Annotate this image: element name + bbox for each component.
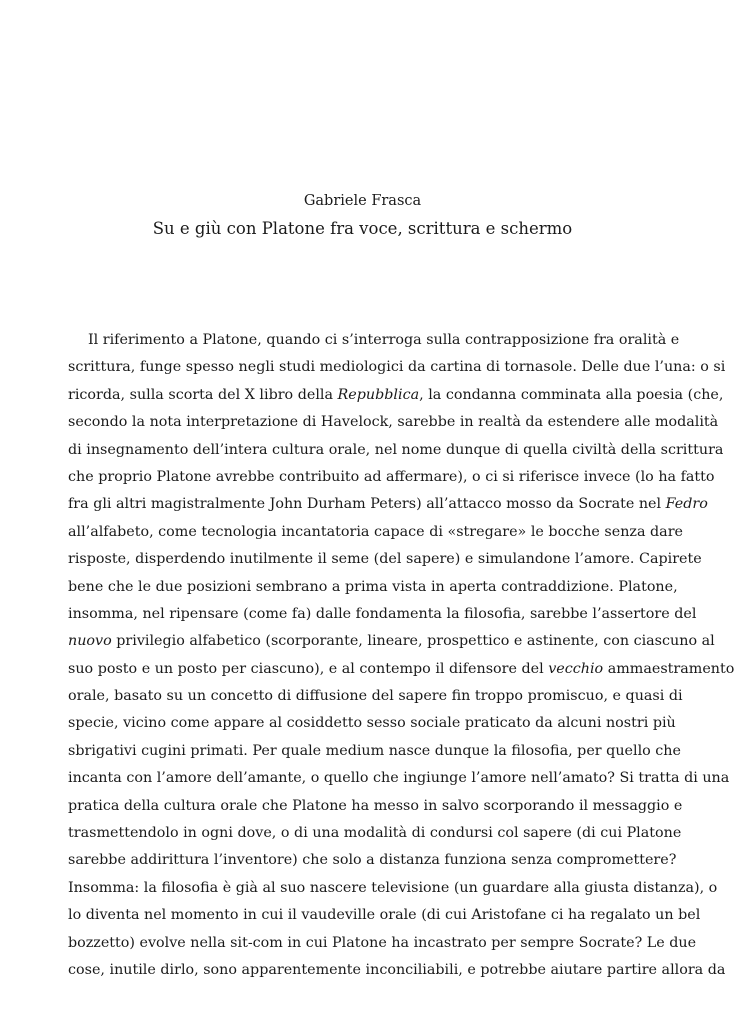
text-run: all’alfabeto, come tecnologia incantatoria capace di «stregare» le bocche senza dare [68, 523, 683, 540]
paragraph-line [68, 957, 726, 984]
paragraph-line [68, 765, 730, 792]
paragraph-line [68, 437, 724, 464]
paragraph-line [68, 683, 683, 710]
text-run: bene che le due posizioni sembrano a prima vista in aperta contraddizione. Platone, [68, 578, 678, 595]
paragraph-line [68, 656, 734, 683]
text-run: trasmettendolo in ogni dove, o di una modalità di condursi col sapere (di cui Platone [68, 825, 682, 842]
text-run: insomma, nel ripensare (come fa) dalle fondamenta la filosofia, sarebbe l’assertore del [68, 605, 697, 622]
paragraph-line [68, 574, 678, 601]
text-run: privilegio alfabetico (scorporante, lineare, prospettico e astinente, con ciascuno al [111, 633, 715, 650]
paragraph-line [68, 491, 708, 518]
text-run: di insegnamento dell’intera cultura orale, nel nome dunque di quella civiltà della scrittura [68, 441, 724, 458]
paragraph-line [68, 628, 715, 655]
text-run: Il riferimento a Platone, quando ci s’interroga sulla contrapposizione fra oralità e [88, 332, 680, 348]
author-name: Gabriele Frasca [303, 193, 422, 209]
text-run: lo diventa nel momento in cui il vaudeville orale (di cui Aristofane ci ha regalato un bel [68, 907, 701, 924]
paragraph-line [68, 793, 683, 820]
paragraph-line [68, 710, 676, 737]
text-run: ammaestramento [603, 660, 734, 677]
italic-text: Repubblica [337, 386, 420, 403]
text-run: incanta con l’amore dell’amante, o quello che ingiunge l’amore nell’amato? Si tratta di una [68, 770, 730, 787]
text-run: Insomma: la filosofia è già al suo nascere televisione (un guardare alla giusta distanza), o [68, 879, 718, 896]
text-run: , la condanna comminata alla poesia (che, [419, 386, 724, 403]
paragraph-line [68, 875, 718, 902]
paragraph-line [68, 820, 682, 847]
paragraph-line [68, 546, 702, 573]
paragraph-line [68, 930, 697, 957]
italic-text: Fedro [665, 496, 708, 513]
text-run: risposte, disperdendo inutilmente il seme (del sapere) e simulandone l’amore. Capirete [68, 551, 702, 568]
text-run: bozzetto) evolve nella sit-com in cui Platone ha incastrato per sempre Socrate? Le due [68, 934, 697, 951]
paragraph-line [68, 519, 683, 546]
text-run: scrittura, funge spesso negli studi mediologici da cartina di tornasole. Delle due l’una: o si [68, 359, 726, 376]
paragraph-line [68, 464, 715, 491]
text-run: pratica della cultura orale che Platone ha messo in salvo scorporando il messaggio e [68, 797, 683, 814]
paragraph-line [68, 738, 681, 765]
text-run: che proprio Platone avrebbe contribuito ad affermare), o ci si riferisce invece (lo ha fatto [68, 468, 715, 485]
paragraph-line [68, 847, 677, 874]
text-run: ricorda, sulla scorta del X libro della [68, 386, 338, 403]
text-run: cose, inutile dirlo, sono apparentemente inconciliabili, e potrebbe aiutare partire allora da [68, 961, 726, 978]
text-run: suo posto e un posto per ciascuno), e al contempo il difensore del [68, 660, 549, 677]
text-run: specie, vicino come appare al cosiddetto sesso sociale praticato da alcuni nostri più [68, 715, 676, 732]
text-run: sbrigativi cugini primati. Per quale medium nasce dunque la filosofia, per quello che [68, 742, 681, 759]
paragraph-line [68, 601, 697, 628]
paragraph-line [68, 409, 719, 436]
body-paragraph [68, 327, 734, 984]
paragraph-line [68, 382, 724, 409]
text-run: secondo la nota interpretazione di Havelock, sarebbe in realtà da estendere alle modalità [68, 414, 719, 431]
text-run: orale, basato su un concetto di diffusione del sapere fin troppo promiscuo, e quasi di [68, 688, 683, 705]
italic-text: vecchio [548, 660, 604, 677]
paragraph-line [68, 327, 680, 354]
text-run: fra gli altri magistralmente John Durham Peters) all’attacco mosso da Socrate nel [68, 496, 666, 513]
essay-title: Su e giù con Platone fra voce, scrittura e schermo [152, 219, 573, 238]
italic-text: nuovo [68, 633, 112, 650]
text-run: sarebbe addirittura l’inventore) che solo a distanza funziona senza compromettere? [68, 852, 677, 869]
paragraph-line [68, 354, 726, 381]
paragraph-line [68, 902, 701, 929]
